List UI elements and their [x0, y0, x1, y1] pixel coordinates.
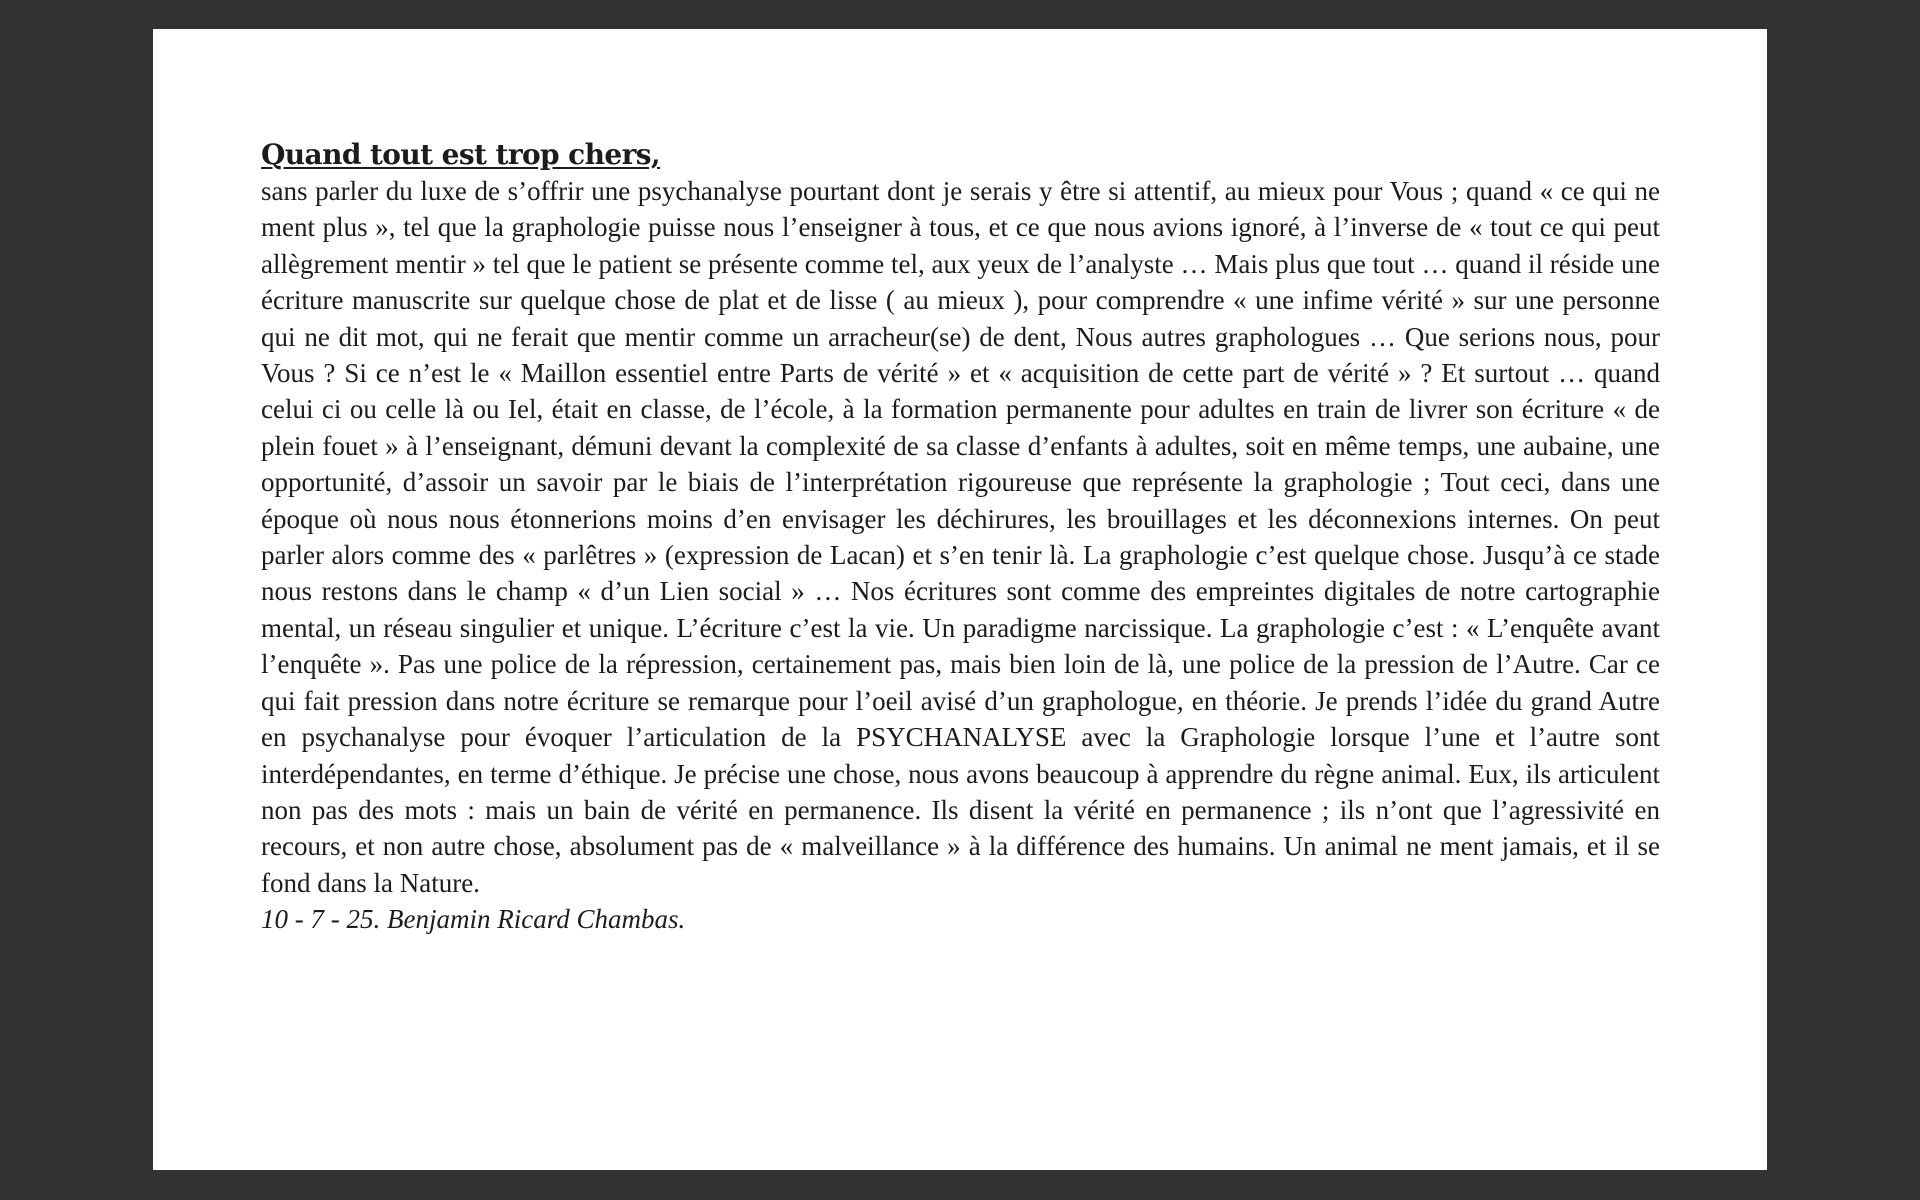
- document-body: sans parler du luxe de s’offrir une psychanalyse pourtant dont je serais y être si attentif, au mieux pour Vous ; quand « ce qui ne ment plus », tel que la graphologie puisse nous l’enseigner à tous, et ce que nous avions ignoré, à l’inverse de « tout ce qui peut allègrement mentir » tel que le patient se présente comme tel, aux yeux de l’analyste … Mais plus que tout … quand il réside une écriture manuscrite sur quelque chose de plat et de lisse ( au mieux ), pour comprendre « une infime vérité » sur une personne qui ne dit mot, qui ne ferait que mentir comme un arracheur(se) de dent, Nous autres graphologues … Que serions nous, pour Vous ? Si ce n’est le « Maillon essentiel entre Parts de vérité » et « acquisition de cette part de vérité » ? Et surtout … quand celui ci ou celle là ou Iel, était en classe, de l’école, à la formation permanente pour adultes en train de livrer son écriture « de plein fouet » à l’enseignant, démuni devant la complexité de sa classe d’enfants à adultes, soit en même temps, une aubaine, une opportunité, d’assoir un savoir par le biais de l’interprétation rigoureuse que représente la graphologie ; Tout ceci, dans une époque où nous nous étonnerions moins d’en envisager les déchirures, les brouillages et les déconnexions internes. On peut parler alors comme des « parlêtres » (expression de Lacan) et s’en tenir là. La graphologie c’est quelque chose. Jusqu’à ce stade nous restons dans le champ « d’un Lien social » … Nos écritures sont comme des empreintes digitales de notre cartographie mental, un réseau singulier et unique. L’écriture c’est la vie. Un paradigme narcissique. La graphologie c’est : « L’enquête avant l’enquête ». Pas une police de la répression, certainement pas, mais bien loin de là, une police de la pression de l’Autre. Car ce qui fait pression dans notre écriture se remarque pour l’oeil avisé d’un graphologue, en théorie. Je prends l’idée du grand Autre en psychanalyse pour évoquer l’articulation de la PSYCHANALYSE avec la Graphologie lorsque l’une et l’autre sont interdépendantes, en terme d’éthique. Je précise une chose, nous avons beaucoup à apprendre du règne animal. Eux, ils articulent non pas des mots : mais un bain de vérité en permanence. Ils disent la vérité en permanence ; ils n’ont que l’agressivité en recours, et non autre chose, absolument pas de « malveillance » à la différence des humains. Un animal ne ment jamais, et il se fond dans la Nature.: [261, 176, 1660, 898]
- document-signature: 10 - 7 - 25. Benjamin Ricard Chambas.: [261, 904, 686, 935]
- page-content: [261, 137, 1660, 938]
- document-page: [153, 29, 1767, 1170]
- document-title: Quand tout est trop chers,: [261, 138, 661, 171]
